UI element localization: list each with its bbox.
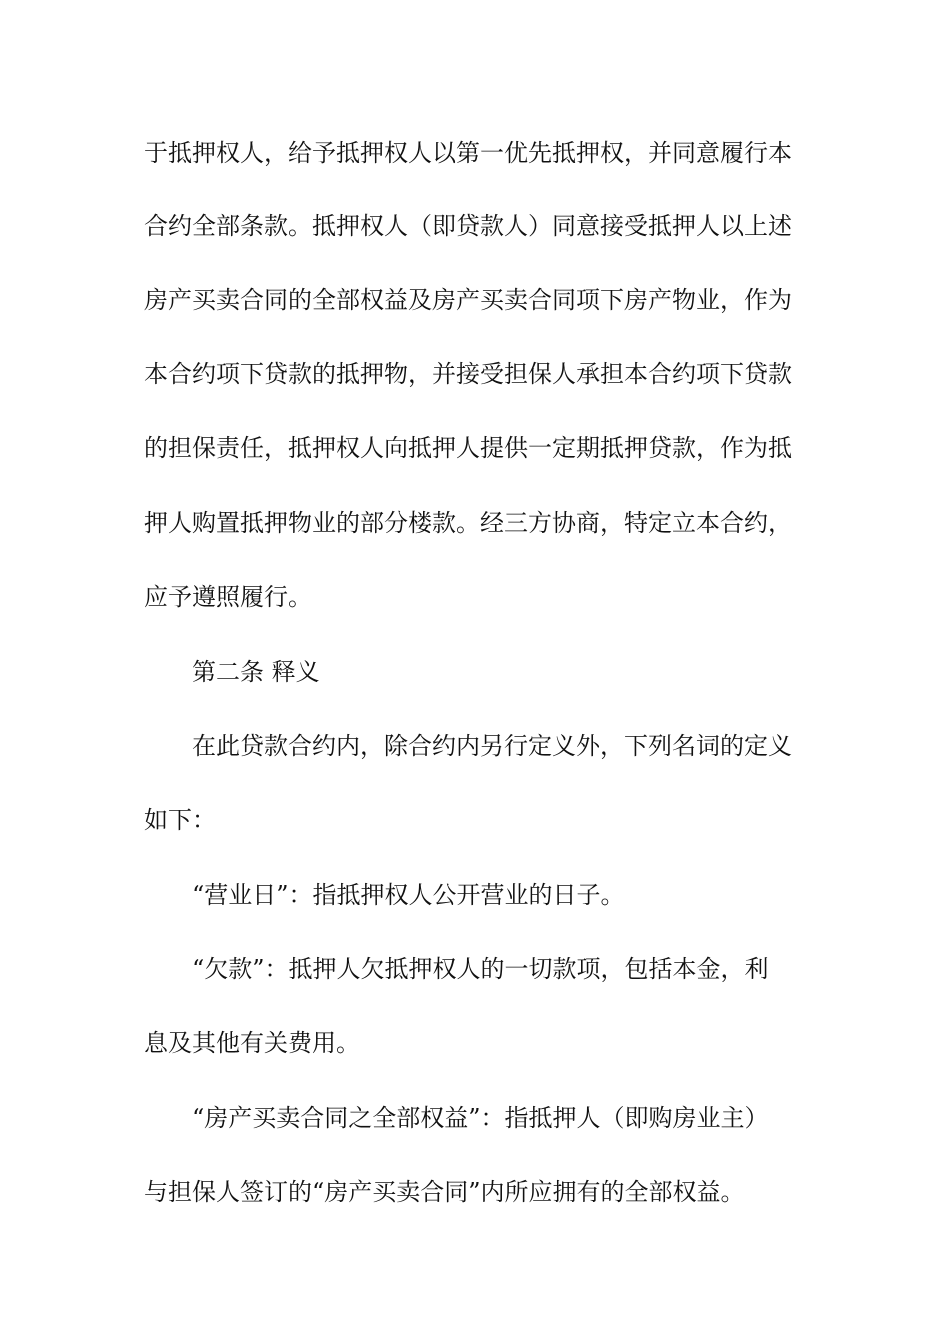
paragraph-line: 本合约项下贷款的抵押物，并接受担保人承担本合约项下贷款 — [144, 360, 792, 388]
paragraph-line: 押人购置抵押物业的部分楼款。经三方协商，特定立本合约， — [144, 509, 792, 537]
paragraph-line: 应予遵照履行。 — [144, 583, 312, 611]
paragraph-line: 在此贷款合约内，除合约内另行定义外，下列名词的定义 — [192, 732, 792, 760]
paragraph-line: 于抵押权人，给予抵押权人以第一优先抵押权，并同意履行本 — [144, 139, 792, 167]
definition-line: “营业日”：指抵押权人公开营业的日子。 — [192, 881, 625, 909]
paragraph-line: 房产买卖合同的全部权益及房产买卖合同项下房产物业，作为 — [144, 286, 792, 314]
paragraph-line: 的担保责任，抵押权人向抵押人提供一定期抵押贷款，作为抵 — [144, 434, 792, 462]
section-heading: 第二条 释义 — [192, 658, 320, 686]
paragraph-line: 如下： — [144, 806, 216, 834]
definition-line: “欠款”：抵押人欠抵押权人的一切款项，包括本金，利 — [192, 955, 769, 983]
definition-line: 息及其他有关费用。 — [144, 1029, 360, 1057]
definition-line: 与担保人签订的“房产买卖合同”内所应拥有的全部权益。 — [144, 1178, 745, 1206]
paragraph-line: 合约全部条款。抵押权人（即贷款人）同意接受抵押人以上述 — [144, 212, 792, 240]
definition-line: “房产买卖合同之全部权益”：指抵押人（即购房业主） — [192, 1104, 769, 1132]
